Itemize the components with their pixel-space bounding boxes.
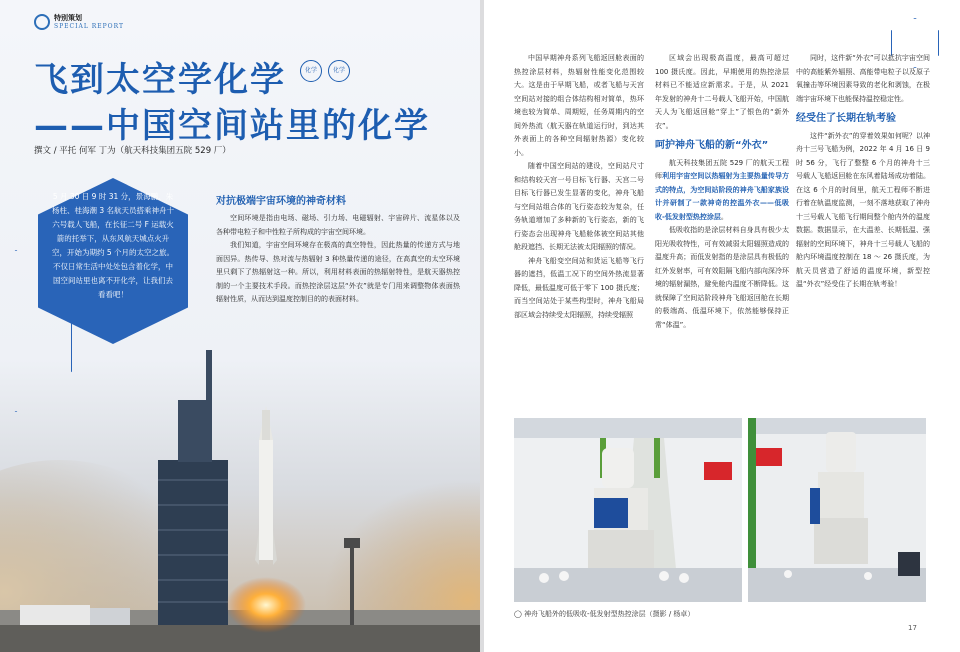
paragraph: 同时，这件新“外衣”可以抵抗宇宙空间中的高能紫外辐照、高能带电粒子以及原子氧撞击等环境因素导致的老化和剥蚀，在极端宇宙环境下也能保持温控稳定性。 <box>796 54 930 103</box>
paragraph <box>655 157 789 225</box>
column-4 <box>796 52 930 292</box>
chem-logo-icon: 化学 <box>300 60 322 82</box>
caption-text: 神舟飞船外的低吸收-低发射型热控涂层（摄影 / 杨卓） <box>524 610 695 618</box>
text-run: 。 <box>720 212 728 221</box>
highlight-text: 利用宇宙空间以热辐射为主要热量传导方式的特点，为空间站阶段的神舟飞船家族设计并研制了一款神奇的控温外衣——低吸收-低发射型热控涂层 <box>655 172 790 221</box>
text-run: 航天科技集团五院 529 厂的航天工程师 <box>655 158 789 180</box>
byline: 撰文 / 平托 何军 丁为（航天科技集团五院 529 厂） <box>34 146 231 156</box>
paragraph: 随着中国空间站的建设，空间站尺寸和结构较天宫一号目标飞行器、天宫二号目标飞行器已发生显著的变化，神舟飞船与空间站组合体的飞行姿态较为复杂，任务轨道增加了多种新的飞行姿态，新的飞行姿态会出现神舟飞船舱体被空间站其他舱段遮挡、长期无法被太阳辐照的情况。 <box>514 162 644 251</box>
section-heading-2: 呵护神舟飞船的新“外衣” <box>655 140 769 151</box>
paragraph: 低吸收指的是涂层材料自身具有极少太阳光吸收特性，可有效减弱太阳辐照造成的温度升高；而低发射指的是涂层具有极低的红外发射率，可有效阻隔飞船内部向深冷环境的辐射漏热，避免舱内温度不断降低。这就保障了空间站阶段神舟飞船返回舱在长期的极端高、低温环境下，依然能够保持正常“体温”。 <box>655 226 789 329</box>
section-1-body <box>216 212 460 307</box>
column-logo-icon <box>34 14 50 30</box>
paragraph: 这件“新外衣”的穿着效果如何呢？以神舟十三号飞船为例，2022 年 4 月 16 日 9 时 56 分，飞行了整整 6 个月的神舟十三号载人飞船返回舱在东风着陆场成功着陆。在这 6 个月的时间里，航天工程师不断进行着在轨温度监测，一刻不落地获取了神舟十三号载人飞船飞行期间整个舱内外的温度数据。数据显示，在大温差、长期低温、强辐射的空间环境下，神舟十三号载人飞船的舱内环境温度控制在 18 ～ 26 摄氏度，为航天员营造了舒适的温度环境，新型控温“外衣”经受住了长期在轨考验！ <box>796 131 930 288</box>
column-label: 特别策划 <box>54 14 82 22</box>
paragraph: 区域会出现极高温度，最高可超过 100 摄氏度。因此，早期使用的热控涂层材料已不能适应新需求。于是，从 2021 年发射的神舟十二号载人飞船开始，中国航天人为飞船返回舱“穿上”了银色的“新外衣”。 <box>655 54 789 130</box>
spacecraft-photo-1 <box>514 418 742 602</box>
paragraph: 我们知道，宇宙空间环境存在极高的真空特性，因此热量的传递方式与地面因异。热传导、热对流与热辐射 3 种热量传递的途径，在高真空的太空环境里只剩下了热辐射这一种。所以，利用材料表面的热辐射特性，是航天器热控制的一个主要技术手段。而热控涂层这层“外衣”就是专门用来调整物体表面热辐射性质，从而达到温度控制目的的表面材料。 <box>216 241 460 303</box>
title-line-1: 飞到太空学化学 <box>34 60 286 100</box>
section-heading-3: 经受住了长期在轨考验 <box>796 113 896 124</box>
section-heading-1: 对抗极端宇宙环境的神奇材料 <box>216 196 346 207</box>
column-3 <box>655 52 789 332</box>
paragraph: 神舟飞船变空间站和货运飞船等飞行器的遮挡，低温工况下的空间外热流显著降低，最低温度可低于零下 100 摄氏度；而当空间站处于某些构型时，神舟飞船局部区域会持续受太阳辐照，持续受辐照 <box>514 256 644 319</box>
spacecraft-photo-2 <box>748 418 926 602</box>
paragraph: 空间环境是指由电场、磁场、引力场、电磁辐射、宇宙碎片、流星体以及各种带电粒子和中性粒子所构成的宇宙空间环境。 <box>216 214 460 236</box>
intro-text: 5 月 30 日 9 时 31 分，景海鹏、朱杨柱、桂海潮 3 名航天员搭乘神舟十六号载人飞船，在长征二号 F 运载火箭的托举下，从东风航天城点火升空，开始为期约 5 个月的太空之旅。不仅日常生活中处处包含着化学，中国空间站里也离不开化学，让我们去看看吧！ <box>51 192 175 299</box>
page-number: 17 <box>908 624 917 632</box>
rocket-launch-photo <box>0 340 480 652</box>
column-sub: SPECIAL REPORT <box>54 23 124 30</box>
chem-logo-icon-2: 化学 <box>328 60 350 82</box>
column-2 <box>514 52 644 322</box>
photo-caption: ◯ 神舟飞船外的低吸收-低发射型热控涂层（摄影 / 杨卓） <box>514 610 695 618</box>
title-line-2: ——中国空间站里的化学 <box>34 106 430 146</box>
paragraph: 中国早期神舟系列飞船返回舱表面的热控涂层材料，热辐射性能变化范围较大。这是由于早期飞船，或者飞船与天宫空间站对接的组合体结构相对简单，热环境也较为简单、周期短，任务周期内的空间外热流（航天器在轨道运行时，到达其外表面上的各种空间辐射热源）变化较小。 <box>514 54 644 157</box>
